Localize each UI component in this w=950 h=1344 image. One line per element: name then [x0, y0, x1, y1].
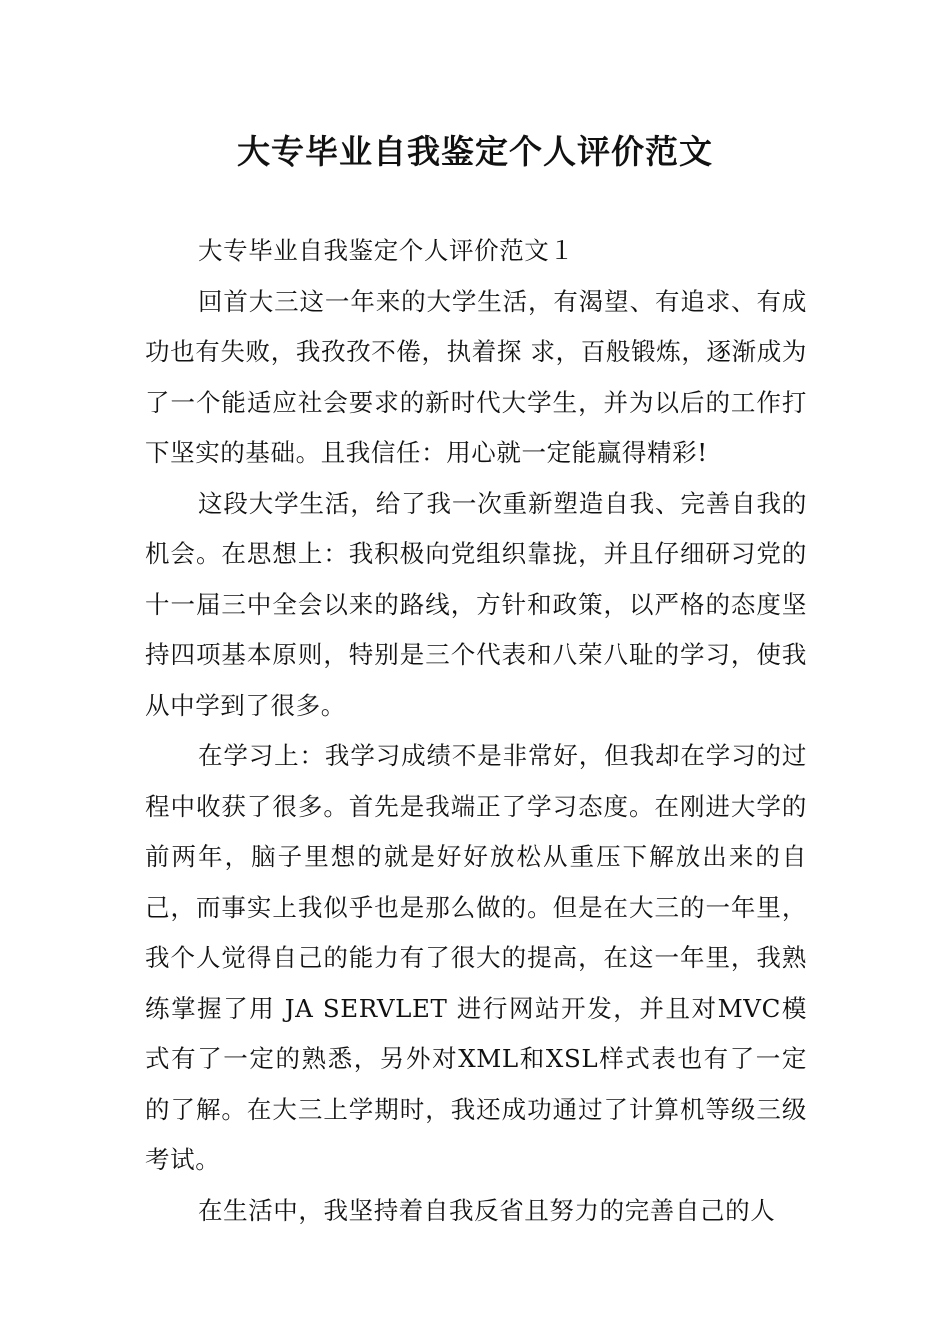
paragraph-4: 在生活中，我坚持着自我反省且努力的完善自己的人: [198, 1195, 776, 1225]
paragraph-3: 在学习上：我学习成绩不是非常好，但我却在学习的过程中收获了很多。首先是我端正了学习态度。在刚进大学的前两年，脑子里想的就是好好放松从重压下解放出来的自己，而事实上我似乎也是那么做的。但是在大三的一年里，我个人觉得自己的能力有了很大的提高，在这一年里，我熟练掌握了用 JA SERVLET 进行网站开发，并且对MVC模式有了一定的熟悉，另外对XML和XSL样式表也有了一定的了解。在大三上学期时，我还成功通过了计算机等级三级考试。: [145, 741, 807, 1174]
paragraph-1: 回首大三这一年来的大学生活，有渴望、有追求、有成功也有失败，我孜孜不倦，执着探 求，百般锻炼，逐渐成为了一个能适应社会要求的新时代大学生，并为以后的工作打下坚实的基础。且我信任：用心就一定能赢得精彩!: [145, 286, 807, 467]
section-heading: 大专毕业自我鉴定个人评价范文１: [198, 236, 575, 265]
document-title: 大专毕业自我鉴定个人评价范文: [237, 132, 713, 171]
document-body: [145, 226, 807, 1236]
paragraph-2: 这段大学生活，给了我一次重新塑造自我、完善自我的机会。在思想上：我积极向党组织靠拢，并且仔细研习党的十一届三中全会以来的路线，方针和政策，以严格的态度坚持四项基本原则，特别是三个代表和八荣八耻的学习，使我从中学到了很多。: [145, 488, 807, 720]
